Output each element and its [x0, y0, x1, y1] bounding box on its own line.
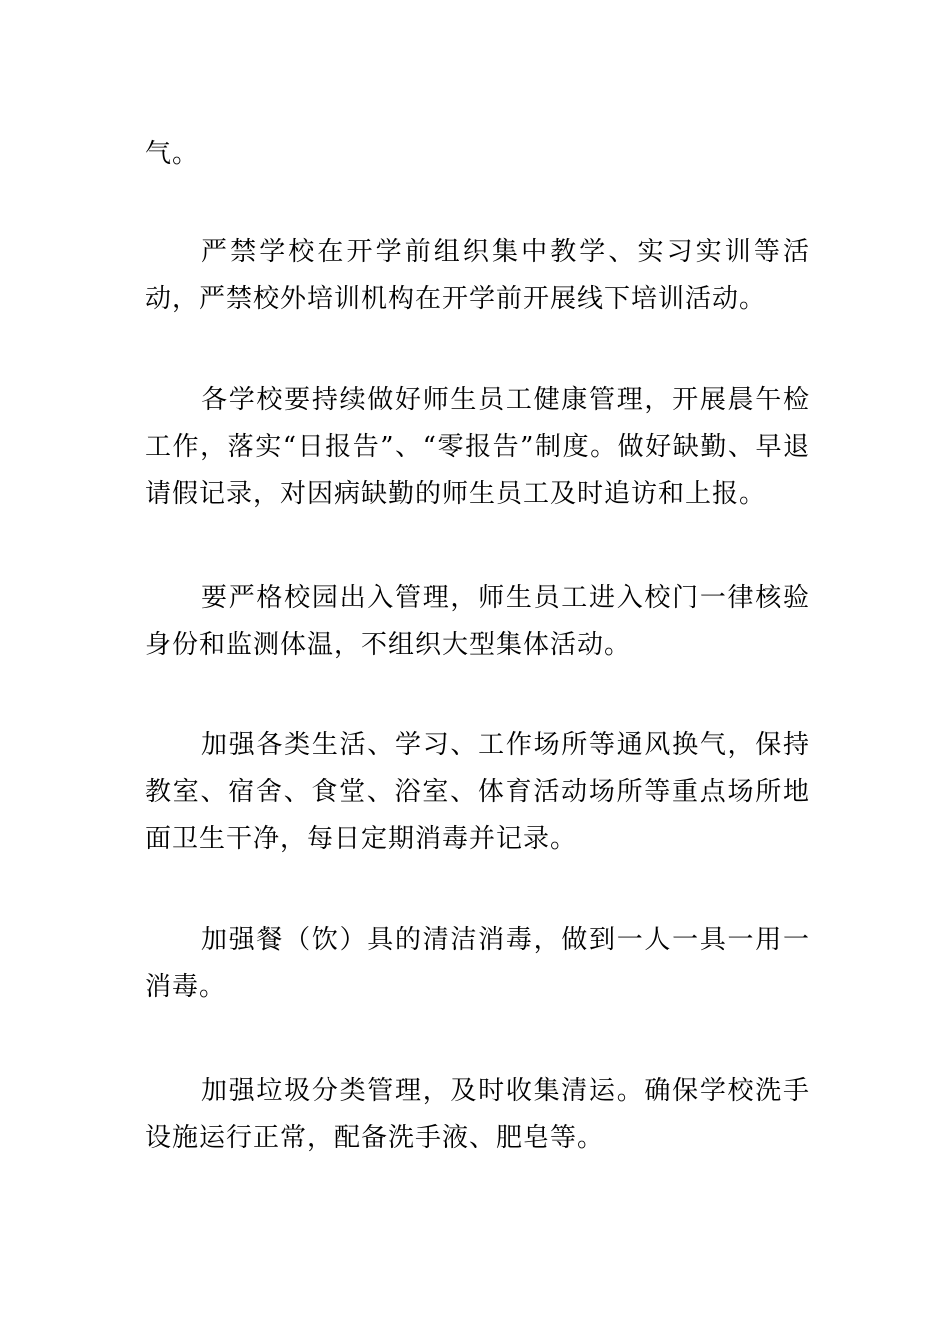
paragraph-health-management: 各学校要持续做好师生员工健康管理，开展晨午检工作，落实“日报告”、“零报告”制度。做好缺勤、早退请假记录，对因病缺勤的师生员工及时追访和上报。	[145, 385, 810, 509]
paragraph-tableware: 加强餐（饮）具的清洁消毒，做到一人一具一用一消毒。	[145, 925, 810, 1002]
paragraph-campus-access: 要严格校园出入管理，师生员工进入校门一律核验身份和监测体温，不组织大型集体活动。	[145, 583, 810, 660]
paragraph-ventilation: 加强各类生活、学习、工作场所等通风换气，保持教室、宿舍、食堂、浴室、体育活动场所等重点场所地面卫生干净，每日定期消毒并记录。	[145, 730, 810, 854]
paragraph-continuation: 气。	[145, 139, 200, 169]
paragraph-waste-handwashing: 加强垃圾分类管理，及时收集清运。确保学校洗手设施运行正常，配备洗手液、肥皂等。	[145, 1076, 810, 1153]
paragraph-ban-activities: 严禁学校在开学前组织集中教学、实习实训等活动，严禁校外培训机构在开学前开展线下培训活动。	[145, 237, 810, 314]
